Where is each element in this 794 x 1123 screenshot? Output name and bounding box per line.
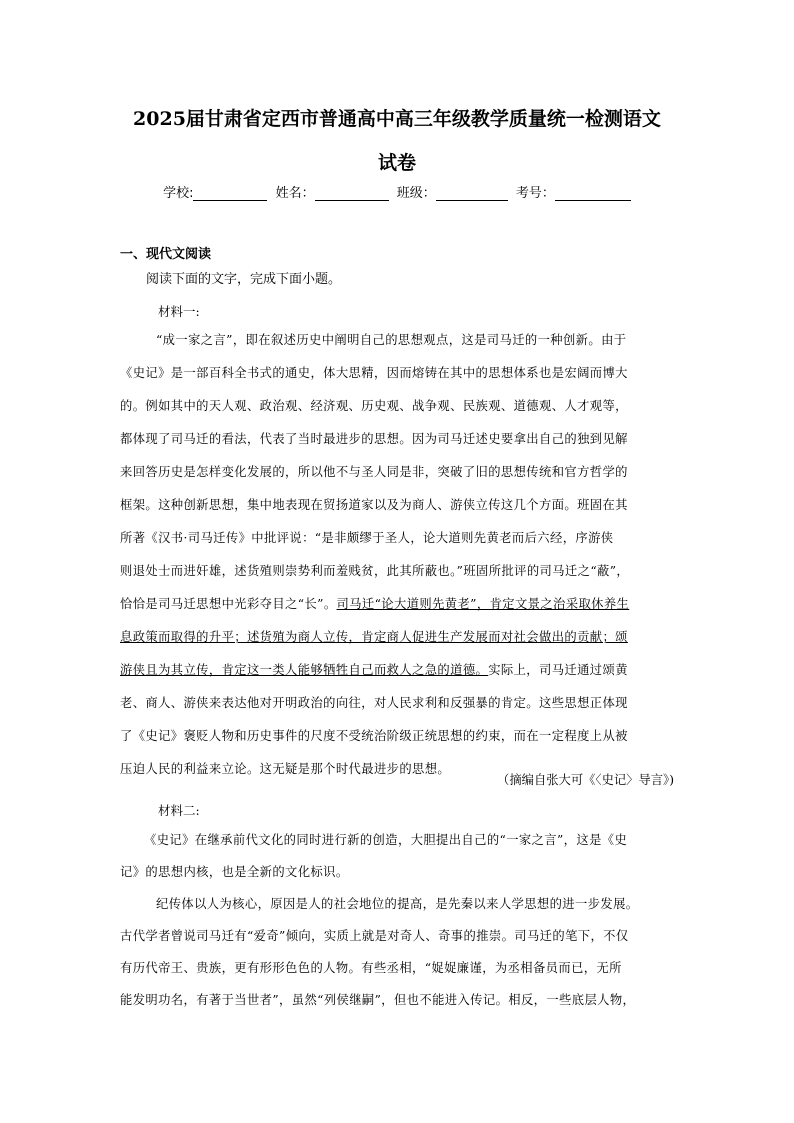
school-label: 学校:: [163, 186, 194, 201]
section-instruction: 阅读下面的文字，完成下面小题。: [146, 272, 342, 287]
class-label: 班级：: [396, 186, 436, 201]
class-blank[interactable]: [436, 186, 508, 201]
student-info-row: [0, 182, 794, 201]
section-heading: 一、现代文阅读: [120, 247, 212, 262]
material1-line: 压迫人民的利益来立论。这无疑是那个时代最进步的思想。: [120, 762, 451, 776]
material1-line: 的。例如其中的天人观、政治观、经济观、历史观、战争观、民族观、道德观、人才观等，: [120, 399, 628, 413]
text-run: 纪传体以人为核心，原因是人的社会地位的提高，是先秦以来人学思想的进一步发展。: [156, 897, 639, 911]
exam-title-line1: 2025届甘肃省定西市普通高中高三年级教学质量统一检测语文: [133, 108, 661, 130]
name-blank[interactable]: [315, 186, 389, 201]
material1-line: 来回答历史是怎样变化发展的，所以他不与圣人同是非，突破了旧的思想传统和官方哲学的: [120, 465, 628, 479]
material1-line: [120, 330, 680, 348]
material2-line: 有历代帝王、贵族，更有形形色色的人物。有些丞相，“娖娖廉谨，为丞相备员而已，无所: [120, 961, 622, 975]
text-run: 实际上，司马迁通过颂黄: [488, 663, 628, 677]
material2-label: 材料二:: [158, 803, 200, 818]
number-label: 考号：: [515, 186, 555, 201]
material1-line: 《史记》是一部百科全书式的通史，体大思精，因而熔铸在其中的思想体系也是宏阔而博大: [120, 366, 628, 380]
material1-line: [120, 660, 680, 678]
exam-title-line2: 试卷: [377, 152, 416, 174]
material1-line: 框架。这种创新思想，集中地表现在贸扬道家以及为商人、游侠立传这几个方面。班固在其: [120, 498, 628, 512]
material1-line: 则退处士而进奸雄，述货殖则崇势利而羞贱贫，此其所蔽也。”班固所批评的司马迁之“蔽”，: [120, 564, 630, 578]
text-run: 恰恰是司马迁思想中光彩夺目之“长”。: [120, 597, 337, 611]
number-blank[interactable]: [555, 186, 631, 201]
material2-line: 能发明功名，有著于当世者”，虽然“列侯继嗣”，但也不能进入传记。相反，一些底层人物，: [120, 993, 636, 1007]
material1-label: 材料一:: [158, 304, 200, 319]
material1-line: [120, 594, 680, 612]
material2-line: [120, 894, 680, 912]
material1-line: 所著《汉书·司马迁传》中批评说：“是非颇缪于圣人，论大道则先黄老而后六经，序游侠: [120, 531, 614, 545]
material2-line: 记》的思想内核，也是全新的文化标识。: [120, 865, 349, 879]
school-blank[interactable]: [193, 186, 267, 201]
underlined-text: 息政策而取得的升平；述货殖为商人立传，肯定商人促进生产发展而对社会做出的贡献；颂: [120, 630, 628, 644]
material1-line: 了《史记》褒贬人物和历史事件的尺度不受统治阶级正统思想的约束，而在一定程度上从被: [120, 729, 628, 743]
underlined-text: 游侠且为其立传，肯定这一类人能够牺牲自己而救人之急的道德。: [120, 663, 489, 677]
material1-line: 都体现了司马迁的看法，代表了当时最进步的思想。因为司马迁述史要拿出自己的独到见解: [120, 432, 628, 446]
text-run: “成一家之言”，即在叙述历史中阐明自己的思想观点，这是司马迁的一种创新。由于: [156, 333, 627, 347]
underlined-text: 司马迁“论大道则先黄老”，肯定文景之治采取休养生: [336, 597, 630, 611]
name-label: 姓名：: [275, 186, 315, 201]
text-run: 《史记》在继承前代文化的同时进行新的创造，大胆提出自己的“一家之言”，这是《史: [144, 833, 628, 847]
material1-source: （摘编自张大可《〈史记〉导言》): [497, 773, 674, 787]
material2-line: [120, 830, 680, 848]
material1-line: 老、商人、游侠来表达他对开明政治的向往，对人民求利和反强暴的肯定。这些思想正体现: [120, 696, 628, 710]
material2-line: 古代学者曾说司马迁有“爱奇”倾向，实质上就是对奇人、奇事的推崇。司马迁的笔下，不仅: [120, 929, 629, 943]
